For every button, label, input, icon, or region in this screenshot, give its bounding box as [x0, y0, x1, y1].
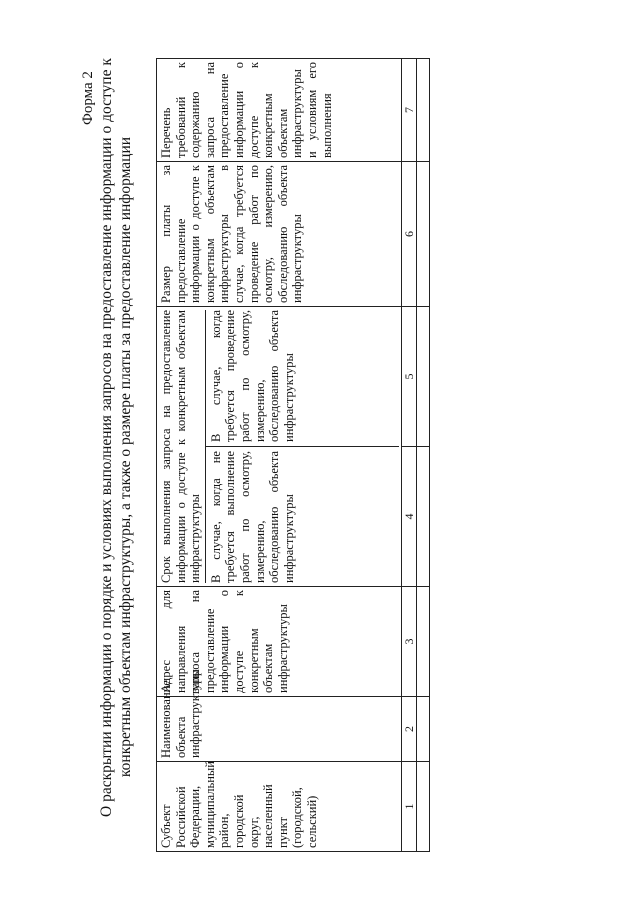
column-number: 7: [401, 59, 416, 162]
column-number: 4: [401, 447, 416, 587]
header-text-fee: Размер платы за предоставление информации о доступе к конкретным объектам инфраструктуры в случае, когда требуется проведение работ по осмотру, измерению, обследованию объекта инфраструктуры: [159, 165, 305, 303]
header-text-deadline: Срок выполнения запроса на предоставление информации о доступе к конкретным объектам инфраструктуры: [159, 310, 206, 583]
header-cell-subject: [157, 762, 402, 852]
header-cell-with-works: [206, 310, 399, 447]
empty-cell: [416, 307, 429, 447]
title-line-2: конкретным объектам инфраструктуры, а также о размере платы за предоставление информации: [116, 136, 134, 778]
header-text-requirements: Перечень требований к содержанию запроса на предоставление информации о доступе к конкретным объектам инфраструктуры и условиям его выполнения: [159, 62, 334, 158]
disclosure-table: [156, 58, 430, 852]
empty-cell: [416, 59, 429, 162]
empty-cell: [416, 162, 429, 307]
column-number: 1: [401, 762, 416, 852]
column-number: 2: [401, 697, 416, 762]
column-number: 5: [401, 307, 416, 447]
table-header-row: [157, 59, 402, 852]
header-text-object-name: Наименование объекта инфраструктуры: [159, 669, 203, 758]
header-text-subject: Субъект Российской Федерации, муниципальный район, городской округ, населенный пункт (городской, сельский): [159, 761, 319, 848]
header-cell-deadline: [157, 307, 402, 587]
header-cell-requirements: [157, 59, 402, 162]
header-text-with-works: В случае, когда требуется проведение работ по осмотру, измерению, обследованию объекта инфраструктуры: [208, 310, 296, 442]
empty-cell: [416, 762, 429, 852]
header-cell-object-name: [157, 669, 402, 762]
form-number-label: Форма 2: [80, 71, 96, 125]
empty-cell: [416, 587, 429, 697]
header-text-no-works: В случае, когда не требуется выполнение работ по осмотру, измерению, обследованию объекта инфраструктуры: [208, 451, 296, 583]
empty-cell: [416, 697, 429, 762]
header-cell-address: [157, 587, 402, 697]
column-number: 6: [401, 162, 416, 307]
column-number-row: [401, 59, 416, 852]
header-cell-no-works: [206, 447, 399, 584]
empty-cell: [416, 447, 429, 587]
deadline-subtable: [206, 310, 399, 583]
document-title: [98, 58, 135, 817]
header-cell-fee: [157, 162, 402, 307]
title-line-1: О раскрытии информации о порядке и условиях выполнения запросов на предоставление информации о доступе к: [98, 58, 115, 817]
column-number: 3: [401, 587, 416, 697]
header-text-address: Адрес для направления запроса на предоставление информации о доступе к конкретным объектам инфраструктуры: [159, 590, 290, 693]
empty-data-row: [416, 59, 429, 852]
